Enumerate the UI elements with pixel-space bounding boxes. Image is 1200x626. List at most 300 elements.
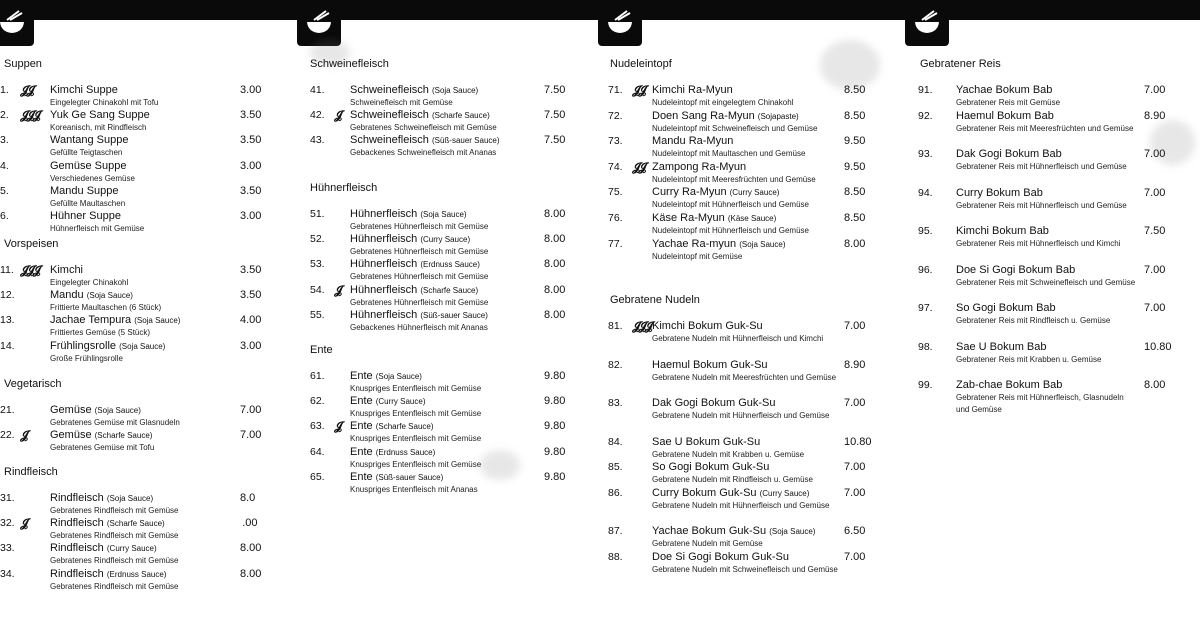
item-description: Gebratener Reis mit Hühnerfleisch, Glasnudeln und Gemüse — [956, 393, 1124, 414]
item-name — [652, 436, 760, 448]
item-number: 94. — [918, 186, 933, 199]
sauce-label: (Soja Sauce) — [119, 341, 166, 351]
item-number: 53. — [310, 258, 325, 271]
item-number: 81. — [608, 320, 623, 332]
item-name — [956, 110, 1054, 122]
bowl-chopsticks-icon — [297, 0, 341, 46]
section-title: Gebratener Reis — [920, 58, 1001, 70]
item-description: Gebratene Nudeln mit Schweinefleisch und Gemüse — [652, 564, 838, 574]
dish-name: Gemüse — [50, 429, 92, 442]
item-price: 8.50 — [844, 212, 866, 224]
item-name — [50, 429, 152, 441]
item-price: 8.00 — [544, 233, 566, 246]
section-title: Schweinefleisch — [310, 58, 389, 70]
item-number: 96. — [918, 263, 933, 276]
item-price: 9.80 — [544, 370, 566, 382]
sauce-label: (Erdnuss Sauce) — [375, 447, 436, 457]
sauce-label: (Soja Sauce) — [375, 372, 422, 381]
item-number: 34. — [0, 567, 15, 580]
item-number: 77. — [608, 237, 623, 250]
item-name — [350, 84, 478, 96]
dish-name: Hühnerfleisch — [350, 283, 418, 296]
sauce-label: (Soja Sauce) — [134, 316, 181, 326]
item-number: 76. — [608, 212, 623, 224]
item-price: .00 — [240, 517, 258, 530]
section-title: Suppen — [4, 58, 42, 70]
bowl-chopsticks-icon — [0, 0, 34, 46]
item-price: 7.00 — [844, 397, 866, 409]
item-description: Gebratener Reis mit Gemüse — [956, 98, 1061, 107]
item-name — [50, 84, 118, 96]
item-number: 91. — [918, 84, 933, 96]
item-number: 84. — [608, 435, 623, 448]
item-price: 3.50 — [240, 289, 262, 302]
item-description: Nudeleintopf mit eingelegtem Chinakohl — [652, 98, 794, 107]
item-price: 6.50 — [844, 525, 866, 537]
item-description: Gebratenes Gemüse mit Tofu — [50, 443, 155, 453]
item-number: 54. — [310, 283, 325, 296]
chili-icon: 𝓙𝓙𝓙 — [632, 319, 651, 333]
item-number: 13. — [0, 314, 15, 327]
item-name — [652, 461, 769, 473]
sauce-label: (Käse Sauce) — [727, 214, 777, 223]
dish-name: Wantang Suppe — [50, 134, 129, 147]
item-number: 95. — [918, 225, 933, 237]
item-price: 3.50 — [240, 109, 262, 122]
item-price: 8.50 — [844, 186, 866, 199]
item-description: Knuspriges Entenfleisch mit Gemüse — [350, 434, 482, 444]
item-description: Frittiertes Gemüse (5 Stück) — [50, 328, 151, 338]
item-number: 41. — [310, 84, 325, 96]
dish-name: So Gogi Bokum Bab — [956, 302, 1056, 314]
dish-name: Zab-chae Bokum Bab — [956, 379, 1063, 391]
item-number: 11. — [0, 264, 14, 276]
dish-name: Kimchi Bokum Guk-Su — [652, 320, 763, 332]
item-description: Gebratener Reis mit Hühnerfleisch und Kimchi — [956, 239, 1121, 248]
item-name — [350, 395, 426, 407]
dish-name: Mandu — [50, 289, 84, 302]
item-description: Frittierte Maultaschen (6 Stück) — [50, 303, 162, 313]
item-description: Koreanisch, mit Rindfleisch — [50, 123, 147, 133]
item-name — [50, 542, 157, 554]
item-number: 99. — [918, 379, 933, 391]
dish-name: Schweinefleisch — [350, 109, 429, 122]
dish-name: Kimchi Bokum Bab — [956, 225, 1049, 237]
dish-name: Sae U Bokum Bab — [956, 340, 1047, 353]
item-price: 3.50 — [240, 184, 262, 197]
item-description: Gebratener Reis mit Hühnerfleisch und Gemüse — [956, 200, 1127, 210]
item-name — [652, 212, 776, 224]
item-price: 3.50 — [240, 134, 262, 147]
item-name — [350, 284, 478, 296]
sauce-label: (Scharfe Sauce) — [94, 431, 153, 441]
item-description: Gebratene Nudeln mit Rindfleisch u. Gemüse — [652, 475, 813, 484]
item-description: Gebratene Nudeln mit Hühnerfleisch und Gemüse — [652, 500, 830, 510]
item-description: Gebackenes Schweinefleisch mit Ananas — [350, 148, 497, 158]
item-number: 88. — [608, 550, 623, 563]
sauce-label: (Soja Sauce) — [86, 291, 133, 301]
dish-name: Hühnerfleisch — [350, 233, 418, 246]
dish-name: Haemul Bokum Bab — [956, 109, 1054, 122]
item-description: Gebratenes Schweinefleisch mit Gemüse — [350, 123, 497, 133]
item-price: 7.50 — [544, 134, 566, 147]
item-description: Knuspriges Entenfleisch mit Gemüse — [350, 409, 482, 419]
item-name — [350, 208, 467, 220]
item-name — [50, 568, 166, 580]
item-price: 8.00 — [1144, 379, 1166, 391]
sauce-label: (Soja Sauce) — [94, 406, 141, 415]
dish-name: Ente — [350, 420, 373, 433]
chili-icon: 𝓙 — [20, 516, 27, 531]
item-price: 3.00 — [240, 84, 262, 96]
chili-icon: 𝓙𝓙 — [632, 159, 645, 174]
sauce-label: (Sojapaste) — [757, 111, 799, 121]
item-number: 98. — [918, 340, 933, 353]
item-name — [956, 379, 1062, 391]
item-number: 82. — [608, 358, 623, 371]
item-name — [652, 397, 776, 409]
item-price: 9.80 — [544, 420, 566, 433]
item-number: 32. — [0, 517, 15, 530]
item-name — [652, 487, 809, 499]
item-name — [652, 135, 733, 147]
dish-name: Kimchi — [50, 264, 84, 276]
item-number: 42. — [310, 109, 325, 122]
item-number: 43. — [310, 134, 325, 147]
item-name — [652, 525, 815, 537]
dish-name: Ente — [350, 445, 373, 458]
item-description: Gefüllte Teigtaschen — [50, 148, 123, 158]
item-price: 9.50 — [844, 135, 866, 148]
item-name — [350, 370, 422, 382]
item-price: 7.00 — [240, 429, 262, 442]
sauce-label: (Scharfe Sauce) — [375, 422, 434, 432]
sauce-label: (Süß-sauer Sauce) — [375, 472, 444, 482]
item-number: 22. — [0, 429, 15, 442]
sauce-label: (Soja Sauce) — [106, 494, 154, 503]
item-name — [652, 320, 763, 332]
item-price: 7.00 — [240, 404, 262, 416]
item-number: 31. — [0, 492, 15, 504]
item-price: 3.00 — [240, 159, 262, 172]
item-name — [50, 314, 180, 326]
sauce-label: (Scharfe Sauce) — [106, 519, 165, 529]
item-price: 7.00 — [1144, 186, 1166, 199]
item-number: 51. — [310, 208, 325, 220]
sauce-label: (Curry Sauce) — [420, 235, 471, 245]
item-name — [652, 551, 789, 563]
item-price: 8.00 — [544, 208, 566, 220]
item-price: 9.80 — [544, 445, 566, 458]
item-description: Gebackenes Hühnerfleisch mit Ananas — [350, 322, 488, 332]
dish-name: Ente — [350, 470, 373, 483]
sauce-label: (Soja Sauce) — [420, 210, 467, 219]
item-number: 64. — [310, 445, 325, 458]
item-price: 8.00 — [240, 567, 262, 580]
item-description: Gebratene Nudeln mit Hühnerfleisch und Kimchi — [652, 334, 824, 343]
sauce-label: (Curry Sauce) — [106, 544, 157, 554]
item-number: 2. — [0, 109, 9, 122]
chili-icon: 𝓙 — [20, 428, 27, 443]
item-name — [350, 446, 435, 458]
item-number: 63. — [310, 420, 325, 433]
dish-name: Schweinefleisch — [350, 134, 429, 147]
dish-name: Gemüse — [50, 404, 92, 416]
item-description: Nudeleintopf mit Meeresfrüchten und Gemüse — [652, 174, 816, 184]
item-name — [956, 264, 1075, 276]
item-price: 3.00 — [240, 339, 262, 352]
dish-name: Yachae Bokum Guk-Su — [652, 525, 767, 537]
item-number: 55. — [310, 308, 325, 321]
dish-name: Rindfleisch — [50, 542, 104, 555]
item-description: Gebratener Reis mit Rindfleisch u. Gemüse — [956, 316, 1111, 325]
chili-icon: 𝓙𝓙 — [632, 83, 645, 97]
dish-name: Mandu Ra-Myun — [652, 135, 734, 148]
section-title: Hühnerfleisch — [310, 182, 378, 194]
item-number: 93. — [918, 148, 933, 160]
item-number: 92. — [918, 109, 933, 122]
dish-name: Haemul Bokum Guk-Su — [652, 358, 768, 371]
item-name — [50, 160, 126, 172]
item-description: Gebratene Nudeln mit Meeresfrüchten und Gemüse — [652, 372, 837, 382]
dish-name: Ente — [350, 395, 373, 408]
section-title: Nudeleintopf — [610, 58, 672, 70]
item-name — [350, 233, 470, 245]
item-name — [350, 109, 490, 121]
item-description: Gebratener Reis mit Meeresfrüchten und Gemüse — [956, 123, 1134, 133]
item-description: Nudeleintopf mit Maultaschen und Gemüse — [652, 149, 806, 159]
item-description: Schweinefleisch mit Gemüse — [350, 98, 453, 107]
sauce-label: (Süß-sauer Sauce) — [420, 310, 488, 320]
item-name — [652, 110, 799, 122]
item-price: 7.00 — [844, 461, 866, 473]
item-name — [50, 289, 133, 301]
item-name — [350, 134, 500, 146]
chili-icon: 𝓙 — [334, 419, 341, 434]
dish-name: Doe Si Gogi Bokum Bab — [956, 263, 1076, 276]
item-name — [652, 359, 768, 371]
chili-icon: 𝓙𝓙 — [20, 83, 33, 97]
item-number: 21. — [0, 404, 15, 416]
item-description: Gebratener Reis mit Krabben u. Gemüse — [956, 354, 1102, 364]
sauce-label: (Soja Sauce) — [769, 527, 816, 536]
item-description: Gebratene Nudeln mit Hühnerfleisch und Gemüse — [652, 411, 830, 420]
item-price: 9.50 — [844, 160, 866, 173]
item-price: 3.00 — [240, 210, 262, 222]
item-name — [50, 134, 128, 146]
item-number: 5. — [0, 184, 9, 197]
item-price: 7.00 — [1144, 302, 1166, 314]
item-price: 8.90 — [844, 358, 866, 371]
sauce-label: (Curry Sauce) — [729, 188, 780, 198]
dish-name: Hühnerfleisch — [350, 258, 418, 271]
dish-name: Curry Bokum Guk-Su — [652, 486, 757, 499]
item-price: 4.00 — [240, 314, 262, 327]
item-name — [350, 471, 443, 483]
item-number: 3. — [0, 134, 9, 147]
item-price: 8.00 — [240, 542, 262, 555]
paper-smudge — [820, 40, 880, 90]
item-description: Nudeleintopf mit Hühnerfleisch und Gemüse — [652, 200, 809, 210]
item-number: 4. — [0, 159, 9, 172]
item-name — [50, 492, 153, 504]
item-price: 7.00 — [1144, 263, 1166, 276]
dish-name: Rindfleisch — [50, 492, 104, 504]
chili-icon: 𝓙 — [334, 108, 341, 123]
item-name — [652, 161, 746, 173]
item-description: Gebratenes Hühnerfleisch mit Gemüse — [350, 247, 489, 257]
item-price: 7.50 — [544, 84, 566, 96]
sauce-label: (Süß-sauer Sauce) — [431, 136, 500, 146]
item-description: Gebratenes Rindfleisch mit Gemüse — [50, 506, 179, 515]
item-price: 7.00 — [1144, 148, 1166, 160]
item-name — [50, 185, 119, 197]
dish-name: Hühnerfleisch — [350, 208, 418, 220]
item-description: Gebratenes Gemüse mit Glasnudeln — [50, 418, 180, 427]
item-name — [956, 84, 1052, 96]
item-number: 65. — [310, 470, 325, 483]
item-number: 75. — [608, 186, 623, 199]
item-name — [956, 341, 1047, 353]
dish-name: Yachae Ra-myun — [652, 237, 737, 250]
item-price: 7.50 — [544, 109, 566, 122]
item-description: Nudeleintopf mit Hühnerfleisch und Gemüse — [652, 226, 809, 235]
dish-name: Hühnerfleisch — [350, 308, 418, 321]
dish-name: Frühlingsrolle — [50, 339, 117, 352]
item-description: Hühnerfleisch mit Gemüse — [50, 224, 145, 233]
item-number: 97. — [918, 302, 933, 314]
item-price: 8.0 — [240, 492, 258, 504]
bowl-chopsticks-icon — [905, 0, 949, 46]
sauce-label: (Soja Sauce) — [739, 239, 786, 249]
item-price: 10.80 — [844, 435, 872, 448]
sauce-label: (Scharfe Sauce) — [431, 111, 490, 121]
item-price: 8.50 — [844, 109, 866, 122]
item-number: 52. — [310, 233, 325, 246]
item-number: 87. — [608, 525, 623, 537]
item-description: Gebratener Reis mit Hühnerfleisch und Gemüse — [956, 162, 1127, 171]
dish-name: Rindfleisch — [50, 567, 104, 580]
item-price: 7.50 — [1144, 225, 1166, 237]
dish-name: Kimchi Suppe — [50, 84, 118, 96]
item-description: Verschiedenes Gemüse — [50, 173, 135, 183]
item-description: Knuspriges Entenfleisch mit Ananas — [350, 484, 478, 494]
item-price: 8.50 — [844, 84, 866, 96]
item-number: 85. — [608, 461, 623, 473]
dish-name: Ente — [350, 370, 373, 382]
item-name — [652, 84, 733, 96]
dish-name: Dak Gogi Bokum Bab — [956, 148, 1062, 160]
item-number: 72. — [608, 109, 623, 122]
section-title: Rindfleisch — [4, 466, 58, 478]
item-price: 9.80 — [544, 470, 566, 483]
section-title: Vorspeisen — [4, 238, 59, 250]
item-description: Gebratene Nudeln mit Krabben u. Gemüse — [652, 449, 805, 459]
sauce-label: (Scharfe Sauce) — [420, 285, 479, 295]
item-description: Gebratenes Hühnerfleisch mit Gemüse — [350, 297, 489, 307]
item-price: 7.00 — [844, 320, 866, 332]
item-description: Knuspriges Entenfleisch mit Gemüse — [350, 459, 482, 469]
item-name — [956, 302, 1056, 314]
sauce-label: (Erdnuss Sauce) — [106, 569, 167, 579]
item-description: Knuspriges Entenfleisch mit Gemüse — [350, 384, 482, 393]
item-number: 6. — [0, 210, 9, 222]
item-description: Eingelegter Chinakohl — [50, 278, 129, 287]
sauce-label: (Curry Sauce) — [759, 488, 810, 498]
item-price: 8.90 — [1144, 109, 1166, 122]
dish-name: Gemüse Suppe — [50, 159, 127, 172]
item-number: 62. — [310, 395, 325, 408]
section-title: Gebratene Nudeln — [610, 294, 700, 306]
item-number: 83. — [608, 397, 623, 409]
dish-name: Mandu Suppe — [50, 184, 119, 197]
item-number: 86. — [608, 486, 623, 499]
sauce-label: (Erdnuss Sauce) — [420, 260, 480, 270]
item-number: 33. — [0, 542, 15, 555]
item-description: Gebratenes Rindfleisch mit Gemüse — [50, 531, 179, 541]
item-number: 74. — [608, 160, 623, 173]
chili-icon: 𝓙 — [334, 282, 341, 297]
item-price: 3.50 — [240, 264, 262, 276]
item-description: Gebratenes Rindfleisch mit Gemüse — [50, 581, 179, 591]
item-price: 9.80 — [544, 395, 566, 408]
dish-name: Dak Gogi Bokum Guk-Su — [652, 397, 776, 409]
item-name — [50, 404, 141, 416]
item-description: Gebratener Reis mit Schweinefleisch und Gemüse — [956, 277, 1136, 287]
item-price: 7.00 — [1144, 84, 1166, 96]
item-name — [652, 238, 785, 250]
sauce-label: (Curry Sauce) — [375, 397, 426, 407]
item-description: Gebratenes Hühnerfleisch mit Gemüse — [350, 222, 489, 231]
item-name — [956, 148, 1062, 160]
item-name — [350, 420, 434, 432]
item-price: 8.00 — [844, 237, 866, 250]
item-number: 71. — [608, 84, 623, 96]
dish-name: Jachae Tempura — [50, 314, 132, 327]
item-name — [50, 517, 165, 529]
item-price: 7.00 — [844, 486, 866, 499]
item-description: Nudeleintopf mit Schweinefleisch und Gemüse — [652, 123, 818, 133]
dish-name: Schweinefleisch — [350, 84, 429, 96]
item-price: 8.00 — [544, 308, 566, 321]
section-title: Vegetarisch — [4, 378, 62, 390]
item-price: 7.00 — [844, 550, 866, 563]
dish-name: Doe Si Gogi Bokum Guk-Su — [652, 550, 789, 563]
item-name — [956, 187, 1043, 199]
item-number: 12. — [0, 289, 15, 302]
dish-name: Hühner Suppe — [50, 210, 121, 222]
item-number: 14. — [0, 339, 15, 352]
dish-name: Curry Bokum Bab — [956, 186, 1043, 199]
item-name — [50, 340, 165, 352]
dish-name: Yachae Bokum Bab — [956, 84, 1053, 96]
dish-name: Doen Sang Ra-Myun — [652, 109, 755, 122]
item-number: 1. — [0, 84, 9, 96]
dish-name: Sae U Bokum Guk-Su — [652, 435, 761, 448]
item-name — [652, 186, 779, 198]
item-description: Gebratenes Hühnerfleisch mit Gemüse — [350, 272, 489, 282]
item-description: Gebratene Nudeln mit Gemüse — [652, 539, 763, 548]
item-description: Gefüllte Maultaschen — [50, 198, 126, 208]
item-description: Nudeleintopf mit Gemüse — [652, 251, 743, 261]
bowl-chopsticks-icon — [598, 0, 642, 46]
dish-name: So Gogi Bokum Guk-Su — [652, 461, 770, 473]
item-number: 61. — [310, 370, 325, 382]
item-number: 73. — [608, 135, 623, 148]
item-description: Gebratenes Rindfleisch mit Gemüse — [50, 556, 179, 566]
dish-name: Rindfleisch — [50, 517, 104, 530]
item-name — [50, 109, 150, 121]
